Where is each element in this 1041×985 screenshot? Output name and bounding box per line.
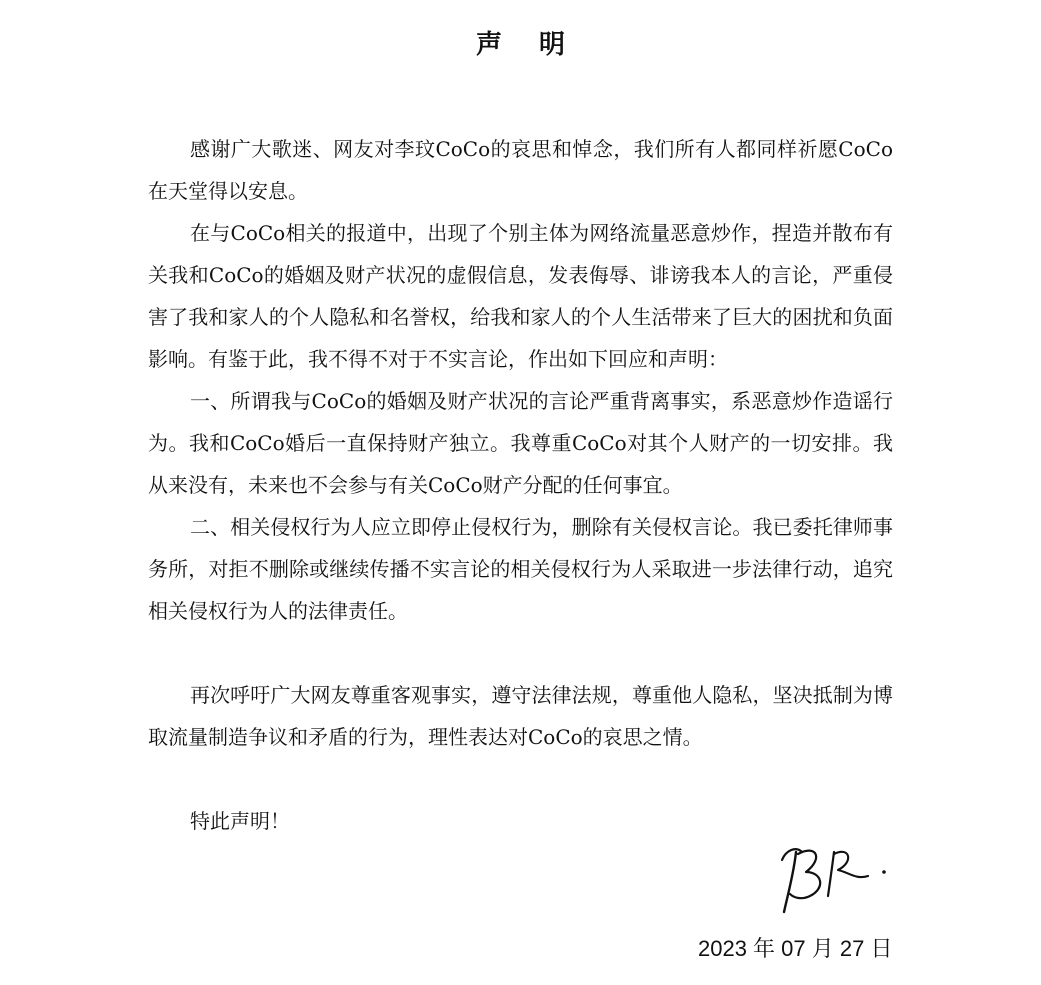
paragraph-point-one: 一、所谓我与CoCo的婚姻及财产状况的言论严重背离事实，系恶意炒作造谣行为。我和CoCo婚后一直保持财产独立。我尊重CoCo对其个人财产的一切安排。我从来没有，未来也不会参与有关CoCo财产分配的任何事宜。	[148, 389, 893, 497]
handwritten-signature	[772, 832, 892, 920]
document-title: 声 明	[475, 30, 580, 60]
paragraph-condolence: 感谢广大歌迷、网友对李玟CoCo的哀思和悼念，我们所有人都同样祈愿CoCo在天堂得以安息。	[148, 137, 893, 203]
document-body	[148, 128, 893, 842]
closing-statement: 特此声明！	[190, 809, 290, 833]
paragraph-appeal: 再次呼吁广大网友尊重客观事实，遵守法律法规，尊重他人隐私，坚决抵制为博取流量制造争议和矛盾的行为，理性表达对CoCo的哀思之情。	[148, 683, 893, 749]
paragraph-spacer	[148, 758, 893, 800]
paragraph-spacer	[148, 632, 893, 674]
paragraph-point-two: 二、相关侵权行为人应立即停止侵权行为，删除有关侵权言论。我已委托律师事务所，对拒不删除或继续传播不实言论的相关侵权行为人采取进一步法律行动，追究相关侵权行为人的法律责任。	[148, 515, 893, 623]
document-date: 2023 年 07 月 27 日	[698, 936, 893, 961]
paragraph-background: 在与CoCo相关的报道中，出现了个别主体为网络流量恶意炒作，捏造并散布有关我和CoCo的婚姻及财产状况的虚假信息，发表侮辱、诽谤我本人的言论，严重侵害了我和家人的个人隐私和名誉权，给我和家人的个人生活带来了巨大的困扰和负面影响。有鉴于此，我不得不对于不实言论，作出如下回应和声明：	[148, 221, 893, 371]
